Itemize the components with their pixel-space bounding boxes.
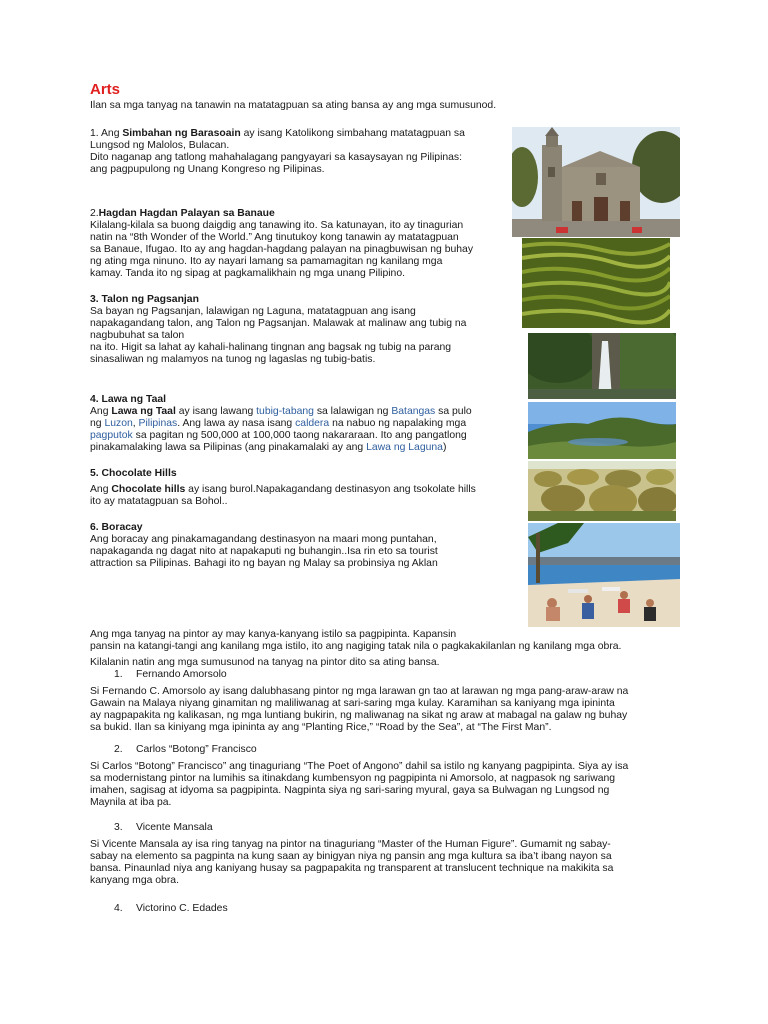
banaue-line: Kilalang-kilala sa buong daigdig ang tanawing ito. Sa katunayan, ito ay tinagurian — [90, 220, 464, 231]
intro-text: Ilan sa mga tanyag na tanawin na matatagpuan sa ating bansa ay ang mga sumusunod. — [90, 100, 497, 111]
painters-intro-line: pansin na katangi-tangi ang kanilang mga istilo, ito ang nagiging tatak nila o pagkakakilanlan ng kanilang mga obra. — [90, 641, 622, 652]
pagsanjan-line: napakagandang talon, ang Talon ng Pagsanjan. Malawak at malinaw ang tubig na — [90, 318, 467, 329]
painters-intro — [90, 629, 621, 669]
banaue-heading: 2.Hagdan Hagdan Palayan sa Banaue — [90, 208, 275, 219]
barasoain-name: Simbahan ng Barasoain — [122, 128, 241, 139]
chocolate-hills-line-2: ito ay matatagpuan sa Bohol.. — [90, 496, 228, 507]
taal-line-1: Ang Lawa ng Taal ay isang lawang tubig-tabang sa lalawigan ng Batangas sa pulo — [90, 406, 472, 417]
painter-heading-amorsolo: 1. Fernando Amorsolo — [114, 669, 227, 680]
section-taal — [90, 394, 472, 454]
taal-line-3: pagputok sa pagitan ng 500,000 at 100,000 taong nakararaan. Ito ang pangatlong — [90, 430, 467, 441]
link-pagputok[interactable]: pagputok — [90, 430, 133, 441]
page-title: Arts — [90, 81, 121, 98]
painter-line: Si Vicente Mansala ay isa ring tanyag na pintor na tinaguriang “Master of the Human Figure”. Gumamit ng sabay- — [90, 839, 611, 850]
link-tubig-tabang[interactable]: tubig-tabang — [256, 406, 314, 417]
boracay-heading: 6. Boracay — [90, 522, 143, 533]
section-pagsanjan — [90, 294, 466, 366]
painter-line: ay nagpapakita ng kalikasan, ng mga luntiang bukirin, ng maliwanag na sikat ng araw at mabagal na galaw ng buhay — [90, 710, 628, 721]
taal-line-4: pinakamalaking lawa sa Pilipinas (ang pinakamalaki ay ang Lawa ng Laguna) — [90, 442, 447, 453]
painter-line: Si Carlos “Botong” Francisco” ang tinaguriang “The Poet of Angono” dahil sa istilo ng kanyang pagpipinta. Siya ay isa — [90, 761, 629, 772]
banaue-line: sa Banaue, Ifugao. Ito ay ang hagdan-hagdang palayan na pinagbuwisan ng buhay — [90, 244, 474, 255]
chocolate-hills-photo — [528, 461, 676, 521]
waterfall-photo — [528, 333, 676, 399]
banaue-line: kamay. Tanda ito ng sipag at pagkamalikhain ng mga unang Pilipino. — [90, 268, 405, 279]
pagsanjan-line: sinasaliwan ng malamyos na tunog ng lagaslas ng tubig-batis. — [90, 354, 376, 365]
barasoain-line-3: Dito naganap ang tatlong mahahalagang pangyayari sa kasaysayan ng Pilipinas: — [90, 152, 463, 163]
link-batangas[interactable]: Batangas — [391, 406, 436, 417]
painter-line: Si Fernando C. Amorsolo ay isang dalubhasang pintor ng mga larawan gn tao at larawan ng mga pang-araw-araw na — [90, 686, 629, 697]
section-banaue — [90, 208, 473, 280]
pagsanjan-line: na ito. Higit sa lahat ay kahali-halinang tingnan ang bagsak ng tubig na parang — [90, 342, 452, 353]
boracay-line: attraction sa Pilipinas. Bahagi ito ng bayan ng Malay sa probinsiya ng Aklan — [90, 558, 438, 569]
painter-line: bansa. Pinaunlad niya ang kaniyang husay sa pagpapakita ng transparent at translucent technique na makikita sa — [90, 863, 614, 874]
barasoain-line-4: ang pagpupulong ng Unang Kongreso ng Pilipinas. — [90, 164, 325, 175]
link-luzon[interactable]: Luzon — [104, 418, 133, 429]
chocolate-hills-line-1: Ang Chocolate hills ay isang burol.Napakagandang destinasyon ang tsokolate hills — [90, 484, 476, 495]
pagsanjan-heading: 3. Talon ng Pagsanjan — [90, 294, 199, 305]
banaue-line: ng ating mga ninuno. Ito ay nayari lamang sa pamamagitan ng kanilang mga — [90, 256, 443, 267]
taal-heading: 4. Lawa ng Taal — [90, 394, 167, 405]
barasoain-line-2: Lungsod ng Malolos, Bulacan. — [90, 140, 230, 151]
painter-line: sabay na elemento sa pagpinta na kung saan ay binigyan niya ng pansin ang mga kultura sa iba’t ibang nayon sa — [90, 851, 612, 862]
painter-line: imahen, sagisag at idyoma sa pagpipinta. Nagpinta siya ng sari-saring myural, gaya sa Bulwagan ng Lungsod ng — [90, 785, 610, 796]
painter-mansala-text — [90, 839, 613, 887]
rice-terraces-photo — [522, 238, 670, 328]
taal-lake-photo — [528, 402, 676, 459]
painter-line: kanyang mga obra. — [90, 875, 179, 886]
painter-heading-mansala: 3. Vicente Mansala — [114, 822, 213, 833]
church-photo — [512, 127, 680, 237]
pagsanjan-line: Sa bayan ng Pagsanjan, lalawigan ng Laguna, matatagpuan ang isang — [90, 306, 416, 317]
painter-line: sa modernistang pintor na lumihis sa itinakdang kumbensyon ng pagpipinta ni Amorsolo, at nagpasok ng sariwang — [90, 773, 616, 784]
painter-heading-francisco: 2. Carlos “Botong” Francisco — [114, 744, 257, 755]
banaue-line: natin na “8th Wonder of the World.” Ang tinutukoy kong tanawin ay matatagpuan — [90, 232, 459, 243]
section-barasoain — [90, 128, 465, 176]
painters-intro-line: Kilalanin natin ang mga sumusunod na tanyag na pintor dito sa ating bansa. — [90, 657, 440, 668]
pagsanjan-line: nagbubuhat sa talon — [90, 330, 185, 341]
painters-intro-line: Ang mga tanyag na pintor ay may kanya-kanyang istilo sa pagpipinta. Kapansin — [90, 629, 457, 640]
painter-line: Maynila at iba pa. — [90, 797, 172, 808]
chocolate-hills-heading: 5. Chocolate Hills — [90, 468, 177, 479]
link-pilipinas[interactable]: Pilipinas — [138, 418, 178, 429]
taal-line-2: ng Luzon, Pilipinas. Ang lawa ay nasa isang caldera na nabuo ng napalaking mga — [90, 418, 467, 429]
link-lawa-ng-laguna[interactable]: Lawa ng Laguna — [366, 442, 443, 453]
painter-line: sa bukid. Ilan sa kiniyang mga ipininta ay ang “Planting Rice,” “Road by the Sea”, at “The First Man”. — [90, 722, 552, 733]
link-caldera[interactable]: caldera — [295, 418, 330, 429]
section-boracay — [90, 522, 438, 570]
boracay-beach-photo — [528, 523, 680, 627]
boracay-line: Ang boracay ang pinakamagandang destinasyon na maari mong puntahan, — [90, 534, 437, 545]
barasoain-line-1: 1. Ang Simbahan ng Barasoain ay isang Katolikong simbahang matatagpuan sa — [90, 128, 465, 139]
painter-heading-edades: 4. Victorino C. Edades — [114, 903, 228, 914]
painter-francisco-text — [90, 761, 628, 809]
boracay-line: napakaganda ng dagat nito at napakaputi ng buhangin..Isa rin eto sa tourist — [90, 546, 438, 557]
painter-line: Gawain na Malaya niyang ginamitan ng maliliwanag at sari-saring mga kulay. Karamihan sa kaniyang mga ipininta — [90, 698, 615, 709]
painter-amorsolo-text — [90, 686, 628, 734]
section-chocolate-hills — [90, 468, 476, 508]
